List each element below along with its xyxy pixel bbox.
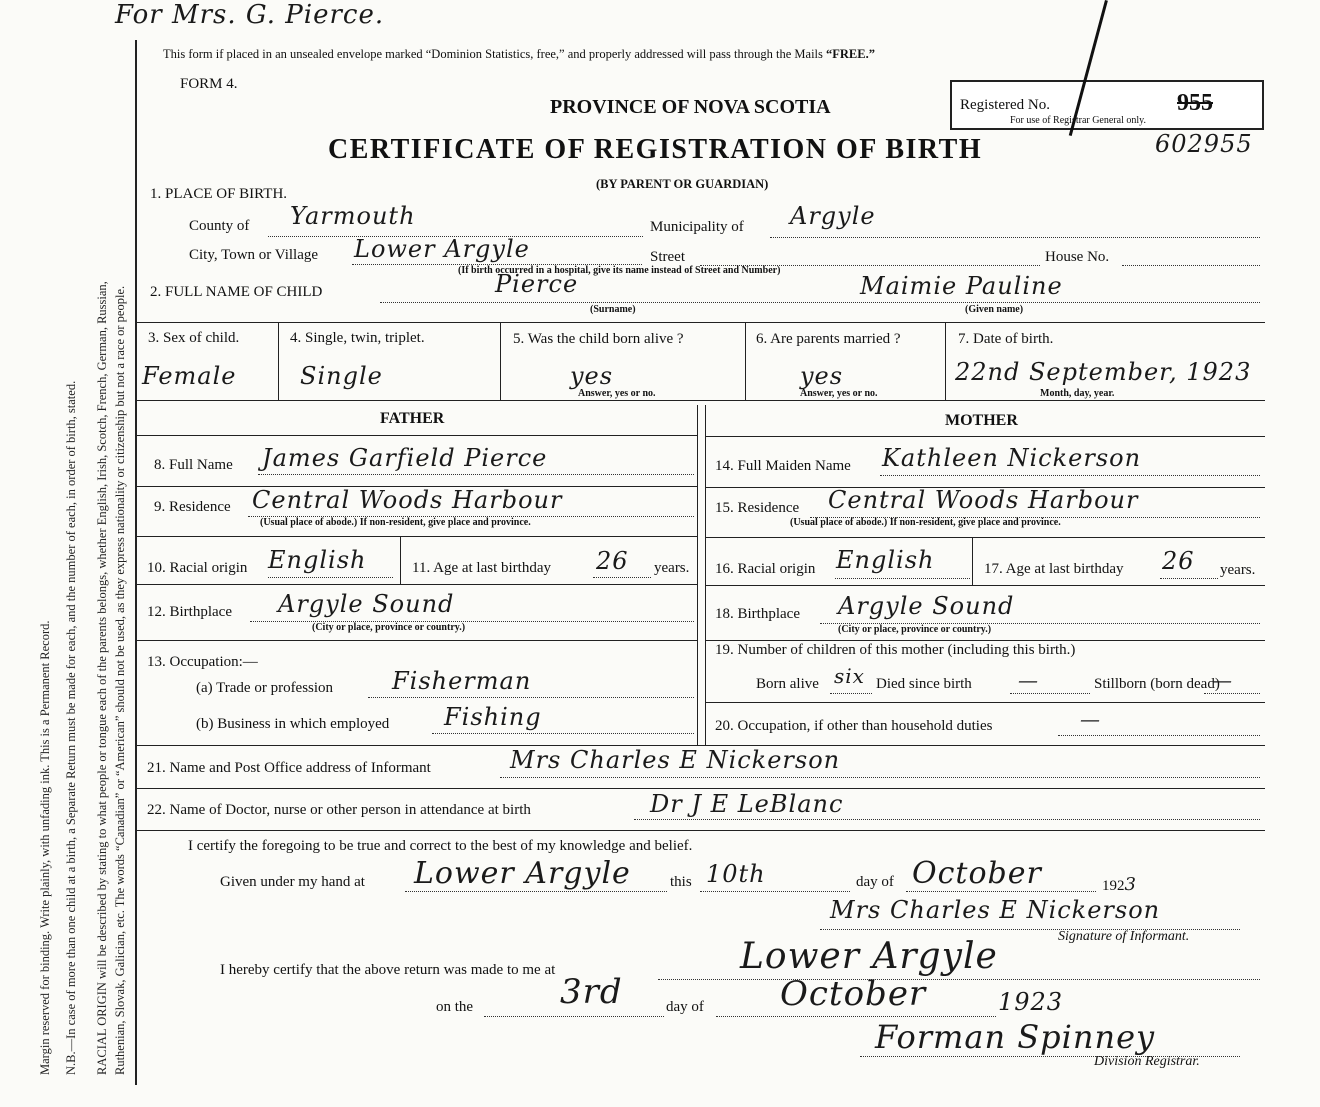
father-residence-value: Central Woods Harbour: [252, 486, 563, 514]
married-value: yes: [800, 362, 844, 390]
reg-note: For use of Registrar General only.: [1010, 115, 1146, 126]
died-label: Died since birth: [876, 676, 972, 692]
registrar-statement: I hereby certify that the above return was made to me at: [220, 962, 556, 978]
child-given-name: Maimie Pauline: [860, 272, 1063, 300]
dob-label: 7. Date of birth.: [958, 331, 1054, 347]
sex-label: 3. Sex of child.: [148, 330, 240, 346]
given-place: Lower Argyle: [414, 856, 631, 891]
registrar-day: 3rd: [560, 972, 623, 1012]
sidebar-line-2: N.B.—In case of more than one child at a birth, a Separate Return must be made for each, and the number of each, in order of birth, stated.: [64, 380, 78, 1075]
dob-note: Month, day, year.: [1040, 388, 1115, 399]
registrar-day-of-label: day of: [666, 999, 704, 1015]
mother-residence-value: Central Woods Harbour: [828, 486, 1139, 514]
father-residence-note: (Usual place of abode.) If non-resident, give place and province.: [260, 517, 531, 528]
surname-note: (Surname): [590, 304, 636, 315]
street-label: Street: [650, 249, 685, 265]
day-of-label: day of: [856, 874, 894, 890]
reg-handwritten-number: 602955: [1155, 130, 1253, 158]
mother-birthplace-note: (City or place, province or country.): [838, 624, 992, 635]
father-name-value: James Garfield Pierce: [262, 444, 548, 472]
sidebar-line-3: RACIAL ORIGIN will be described by stating to what people or tongue each of the parents belongs, whether English, Irish, Scotch, French, German, Russian,: [95, 281, 109, 1075]
mother-age-unit: years.: [1220, 562, 1256, 578]
this-label: this: [670, 874, 692, 890]
trade-value: Fisherman: [392, 667, 532, 695]
mother-occupation-value: —: [1080, 707, 1101, 731]
father-heading: FATHER: [380, 410, 445, 427]
mother-residence-label: 15. Residence: [715, 500, 800, 516]
registrar-place: Lower Argyle: [740, 936, 998, 977]
hospital-note: (If birth occurred in a hospital, give its name instead of Street and Number): [458, 265, 781, 276]
municipality-label: Municipality of: [650, 219, 744, 235]
child-surname: Pierce: [495, 270, 579, 298]
on-the-label: on the: [436, 999, 474, 1015]
father-age-unit: years.: [654, 560, 690, 576]
mother-name-label: 14. Full Maiden Name: [715, 458, 851, 474]
father-residence-label: 9. Residence: [154, 499, 231, 515]
business-label: (b) Business in which employed: [196, 716, 390, 732]
informant-signature-label: Signature of Informant.: [1058, 929, 1190, 944]
handwritten-note: For Mrs. G. Pierce.: [115, 0, 385, 30]
page-title: CERTIFICATE OF REGISTRATION OF BIRTH: [328, 134, 983, 165]
form-number: FORM 4.: [180, 76, 238, 92]
province-heading: PROVINCE OF NOVA SCOTIA: [550, 96, 831, 118]
dob-value: 22nd September, 1923: [955, 358, 1252, 386]
doctor-label: 22. Name of Doctor, nurse or other person in attendance at birth: [147, 802, 531, 818]
margin-rule: [135, 40, 137, 1085]
single-label: 4. Single, twin, triplet.: [290, 330, 425, 346]
county-value: Yarmouth: [290, 202, 416, 230]
father-birthplace-label: 12. Birthplace: [147, 604, 232, 620]
mother-birthplace-value: Argyle Sound: [838, 592, 1015, 620]
mother-heading: MOTHER: [945, 412, 1018, 429]
born-alive-label: Born alive: [756, 676, 819, 692]
alive-label: 5. Was the child born alive ?: [513, 331, 684, 347]
father-race-value: English: [268, 546, 367, 574]
mother-birthplace-label: 18. Birthplace: [715, 606, 800, 622]
business-value: Fishing: [444, 703, 542, 731]
father-birthplace-note: (City or place, province or country.): [312, 622, 466, 633]
county-label: County of: [189, 218, 250, 234]
informant-label: 21. Name and Post Office address of Informant: [147, 760, 431, 776]
registrar-year: 1923: [998, 988, 1064, 1016]
given-year: 1923: [1102, 874, 1137, 895]
mother-race-value: English: [836, 546, 935, 574]
single-value: Single: [300, 362, 383, 390]
alive-note: Answer, yes or no.: [578, 388, 656, 399]
father-age-value: 26: [596, 547, 629, 575]
given-day: 10th: [706, 860, 766, 888]
child-name-label: 2. FULL NAME OF CHILD: [150, 284, 323, 300]
registrar-month: October: [780, 974, 927, 1014]
reg-label: Registered No.: [960, 97, 1050, 113]
father-age-label: 11. Age at last birthday: [412, 560, 551, 576]
registered-number-box: [950, 80, 1264, 130]
father-race-label: 10. Racial origin: [147, 560, 248, 576]
mother-occupation-label: 20. Occupation, if other than household duties: [715, 718, 993, 734]
mother-residence-note: (Usual place of abode.) If non-resident, give place and province.: [790, 517, 1061, 528]
father-occupation-label: 13. Occupation:—: [147, 654, 258, 670]
given-month: October: [912, 856, 1042, 891]
city-label: City, Town or Village: [189, 247, 319, 263]
trade-label: (a) Trade or profession: [196, 680, 334, 696]
sidebar-line-4: Ruthenian, Slovak, Galician, etc. The words “Canadian” or “American” should not be used, as they express nationality or citizenship but not a race or people.: [113, 285, 127, 1075]
sidebar-line-1: Margin reserved for binding. Write plainly, with unfading ink. This is a Permanent Record.: [38, 620, 52, 1075]
place-heading: 1. PLACE OF BIRTH.: [150, 186, 288, 202]
informant-signature: Mrs Charles E Nickerson: [830, 896, 1161, 924]
reg-value: 955: [1177, 90, 1213, 116]
mother-name-value: Kathleen Nickerson: [882, 444, 1142, 472]
city-value: Lower Argyle: [354, 235, 530, 263]
mail-notice: This form if placed in an unsealed envelope marked “Dominion Statistics, free,” and properly addressed will pass through the Mails “FREE.”: [163, 47, 875, 61]
municipality-value: Argyle: [790, 202, 876, 230]
father-birthplace-value: Argyle Sound: [278, 590, 455, 618]
children-count-label: 19. Number of children of this mother (including this birth.): [715, 642, 1076, 658]
page-subtitle: (BY PARENT OR GUARDIAN): [596, 177, 769, 191]
mother-race-label: 16. Racial origin: [715, 561, 816, 577]
certify-statement: I certify the foregoing to be true and correct to the best of my knowledge and belief.: [188, 838, 693, 854]
father-name-label: 8. Full Name: [154, 457, 233, 473]
informant-value: Mrs Charles E Nickerson: [510, 746, 841, 774]
alive-value: yes: [570, 362, 614, 390]
died-value: —: [1018, 668, 1039, 692]
registrar-label: Division Registrar.: [1094, 1054, 1200, 1069]
house-label: House No.: [1045, 249, 1110, 265]
married-label: 6. Are parents married ?: [756, 331, 901, 347]
married-note: Answer, yes or no.: [800, 388, 878, 399]
given-note: (Given name): [965, 304, 1024, 315]
stillborn-value: —: [1212, 668, 1233, 692]
given-label: Given under my hand at: [220, 874, 365, 890]
stillborn-label: Stillborn (born dead): [1094, 676, 1220, 692]
doctor-value: Dr J E LeBlanc: [650, 790, 844, 818]
sex-value: Female: [142, 362, 237, 390]
mother-age-value: 26: [1162, 547, 1195, 575]
born-alive-value: six: [834, 664, 865, 688]
mother-age-label: 17. Age at last birthday: [984, 561, 1124, 577]
registrar-signature: Forman Spinney: [875, 1018, 1156, 1056]
